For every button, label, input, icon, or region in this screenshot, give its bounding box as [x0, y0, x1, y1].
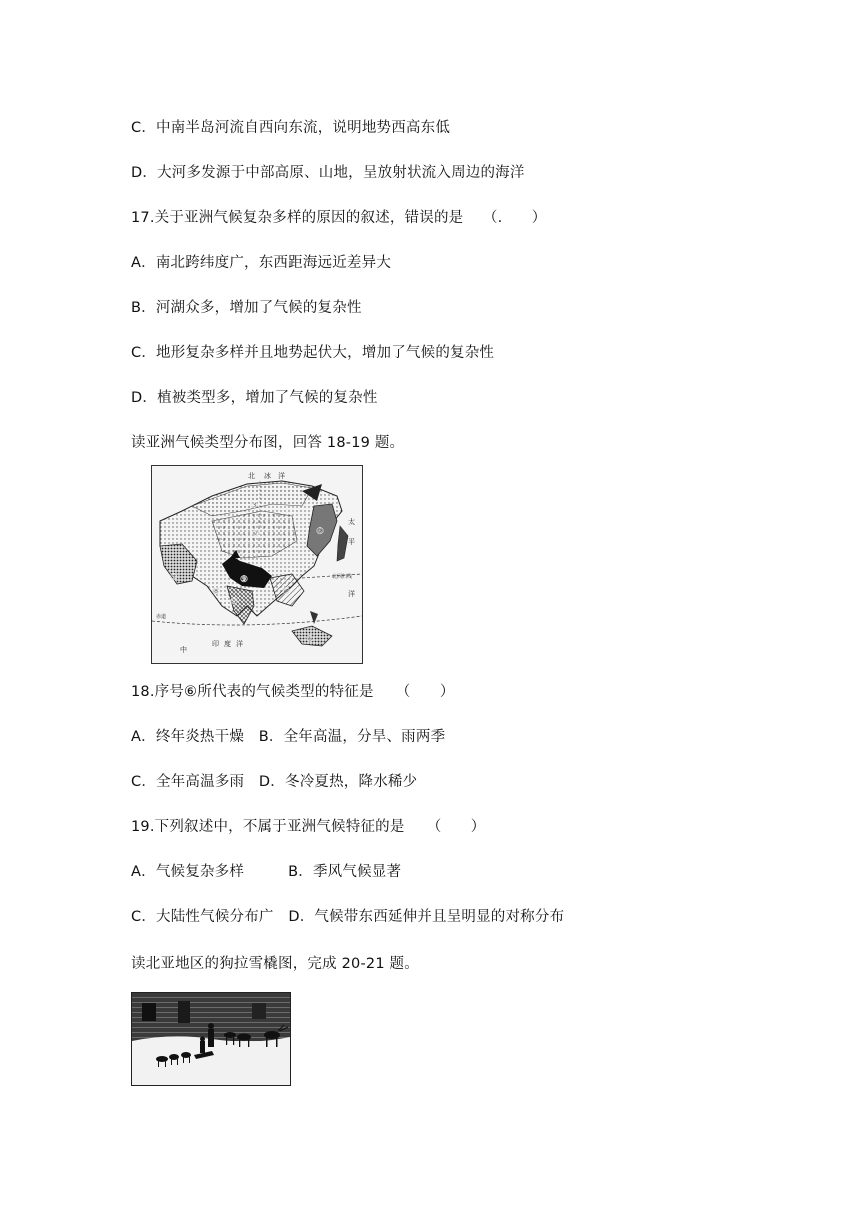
map-label: 北回归线	[332, 574, 353, 580]
options-cd-19: C．大陆性气候分布广 D．气候带东西延伸并且呈明显的对称分布	[131, 909, 565, 925]
map-label: 印	[212, 640, 219, 648]
options-cd-18: C．全年高温多雨 D．冬冷夏热，降水稀少	[131, 774, 418, 790]
map-label: 赤道	[156, 614, 167, 620]
question-19: 19.下列叙述中，不属于亚洲气候特征的是 （ ）	[131, 819, 486, 835]
map-label: 洋	[278, 472, 285, 480]
map-label: 洋	[348, 590, 355, 598]
question-17: 17.关于亚洲气候复杂多样的原因的叙述，错误的是 （. ）	[131, 210, 547, 226]
map-label: 冰	[264, 472, 271, 480]
map-number: ⑦	[282, 587, 291, 597]
question-18: 18.序号⑥所代表的气候类型的特征是 （ ）	[131, 684, 455, 700]
dog-sled-photo	[131, 992, 291, 1086]
map-instruction: 读亚洲气候类型分布图，回答 18-19 题。	[131, 435, 405, 451]
option-a-17: A．南北跨纬度广，东西距海远近差异大	[131, 255, 392, 271]
map-label: 北	[248, 472, 255, 480]
option-d-16: D．大河多发源于中部高原、山地，呈放射状流入周边的海洋	[131, 165, 525, 181]
photo-instruction: 读北亚地区的狗拉雪橇图，完成 20-21 题。	[131, 956, 419, 972]
map-number: ④	[316, 527, 325, 537]
options-ab-18: A．终年炎热干燥 B．全年高温，分旱、雨两季	[131, 729, 446, 745]
map-number: ③	[250, 501, 259, 511]
map-label: 洋	[236, 640, 243, 648]
map-label: 度	[224, 640, 231, 648]
map-label: 太	[348, 518, 355, 526]
asia-climate-map	[151, 465, 363, 664]
map-number: ⑨	[240, 575, 249, 585]
map-label: 平	[348, 538, 355, 546]
map-number: ⑤	[230, 597, 239, 607]
options-ab-19: A．气候复杂多样 B．季风气候显著	[131, 864, 402, 880]
option-d-17: D．植被类型多，增加了气候的复杂性	[131, 390, 378, 406]
map-label: 中	[180, 646, 187, 654]
map-number: ⑧	[212, 587, 221, 597]
map-number: ①	[170, 573, 179, 583]
option-b-17: B．河湖众多，增加了气候的复杂性	[131, 300, 362, 316]
map-number: ②	[252, 529, 261, 539]
option-c-16: C．中南半岛河流自西向东流，说明地势西高东低	[131, 120, 451, 136]
option-c-17: C．地形复杂多样并且地势起伏大，增加了气候的复杂性	[131, 345, 495, 361]
map-number: ⑥	[306, 635, 315, 645]
